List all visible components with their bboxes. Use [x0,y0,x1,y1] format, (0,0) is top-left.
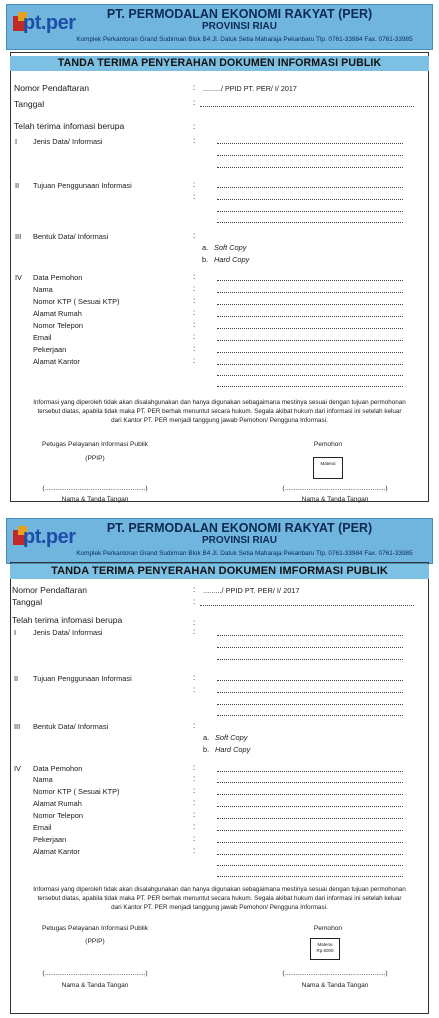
tanggal-field[interactable] [200,106,414,107]
section-number: II [14,674,19,683]
company-logo: pt.per [13,12,75,38]
colon: : [193,284,196,293]
section-number: IV [15,273,22,282]
pemohon-label: Pemohon [313,441,343,448]
jenis-label: Jenis Data/ Informasi [33,628,103,637]
telepon-field[interactable] [217,328,403,329]
letterhead [6,4,433,50]
colon: : [193,308,196,317]
tanggal-label: Tanggal [12,597,43,607]
colon: : [193,122,196,131]
tujuan-field-3[interactable] [217,704,403,705]
option-hard-copy[interactable]: Hard Copy [215,745,251,754]
kantor-label: Alamat Kantor [33,847,80,856]
alamat-field[interactable] [217,316,403,317]
kantor-label: Alamat Kantor [33,357,80,366]
nama-field[interactable] [217,292,403,293]
alamat-field[interactable] [217,806,403,807]
pemohon-label: Data Pemohon [33,273,83,282]
colon: : [193,834,196,843]
telepon-label: Nomor Telepon [33,811,83,820]
colon: : [193,786,196,795]
company-name: PT. PERMODALAN EKONOMI RAKYAT (PER) [106,7,373,21]
kantor-field-2[interactable] [217,865,403,866]
telah-label: Telah terima infomasi berupa [12,615,123,625]
colon: : [193,798,196,807]
section-number: I [14,628,17,637]
pekerjaan-field[interactable] [217,352,403,353]
signature-caption-petugas: Nama & Tanda Tangan [61,982,129,989]
form-title: TANDA TERIMA PENYERAHAN DOKUMEN INFORMASI PUBLIK [10,56,429,71]
option-soft-copy[interactable]: Soft Copy [215,733,248,742]
nama-label: Nama [33,285,53,294]
colon: : [193,136,196,145]
colon: : [193,344,196,353]
province-name: PROVINSI RIAU [201,21,277,32]
materai-stamp: Materai [313,457,343,479]
kantor-field-3[interactable] [217,876,403,877]
pemohon-label: Data Pemohon [33,764,83,773]
pekerjaan-label: Pekerjaan [33,345,67,354]
bentuk-label: Bentuk Data/ Informasi [33,232,109,241]
letterhead [6,518,433,564]
signature-caption-pemohon: Nama & Tanda Tangan [301,982,369,989]
email-label: Email [33,823,52,832]
form-receipt-2 [0,514,439,1018]
colon: : [193,763,196,772]
ppip-label: (PPIP) [85,938,105,945]
section-number: IV [14,764,21,773]
signature-line-pemohon[interactable]: (.......................................................) [282,970,388,977]
colon: : [193,272,196,281]
section-number: II [15,181,20,190]
colon: : [193,356,196,365]
province-name: PROVINSI RIAU [201,535,277,546]
telepon-field[interactable] [217,818,403,819]
tanggal-label: Tanggal [14,99,45,109]
disclaimer: Informasi yang diperoleh tidak akan disalahgunakan dan hanya digunakan sebagaimana mestinya sesuai dengan tujuan permohonan tersebut diatas, apabila tidak maka PT. PER berhak menuntut secara hukum. Segala akibat hukum dari informasi ini setelah keluar dari Kantor PT. PER menjadi tanggung jawab Pemohon/ Pengguna Informasi. [33,399,406,425]
form-receipt-1 [0,0,439,506]
nomor-label: Nomor Pendaftaran [12,585,87,595]
colon: : [193,83,196,92]
email-label: Email [33,333,52,342]
colon: : [193,180,196,189]
option-key: b. [203,745,210,754]
colon: : [193,685,196,694]
tujuan-field-3[interactable] [217,211,403,212]
tujuan-field-2[interactable] [217,692,403,693]
kantor-field-1[interactable] [217,854,403,855]
kantor-field-1[interactable] [217,364,403,365]
company-name: PT. PERMODALAN EKONOMI RAKYAT (PER) [106,521,373,535]
company-address: Komplek Perkantoran Grand Sudirman Blok B4 Jl. Datuk Setia Maharaja Pekanbaru Tlp. 0761-33984 Fax. 0761-33985 [76,36,413,43]
signature-caption-petugas: Nama & Tanda Tangan [61,496,129,503]
tujuan-label: Tujuan Penggunaan Informasi [33,181,132,190]
bentuk-label: Bentuk Data/ Informasi [33,722,109,731]
colon: : [193,231,196,240]
jenis-field-3[interactable] [217,167,403,168]
option-hard-copy[interactable]: Hard Copy [214,255,250,264]
nomor-value: ........./ PPID PT. PER/ I/ 2017 [203,84,297,93]
pemohon-field[interactable] [217,771,403,772]
colon: : [193,846,196,855]
pemohon-field[interactable] [217,280,403,281]
signature-line-petugas[interactable]: (.......................................................) [42,970,148,977]
petugas-label: Petugas Pelayanan Informasi Publik [42,925,148,932]
colon: : [193,822,196,831]
nama-label: Nama [33,775,53,784]
ktp-field[interactable] [217,304,403,305]
kantor-field-2[interactable] [217,375,403,376]
pekerjaan-field[interactable] [217,842,403,843]
email-field[interactable] [217,340,403,341]
nomor-value: ........./ PPID PT. PER/ I/ 2017 [203,586,300,595]
option-key: b. [202,255,209,264]
ppip-label: (PPIP) [85,455,105,462]
ktp-label: Nomor KTP ( Sesuai KTP) [33,297,120,306]
pekerjaan-label: Pekerjaan [33,835,67,844]
jenis-label: Jenis Data/ Informasi [33,137,103,146]
colon: : [193,618,196,627]
email-field[interactable] [217,830,403,831]
jenis-field-2[interactable] [217,155,403,156]
tujuan-field-2[interactable] [217,199,403,200]
alamat-label: Alamat Rumah [33,799,82,808]
ktp-label: Nomor KTP ( Sesuai KTP) [33,787,120,796]
signature-line-petugas[interactable]: (.......................................................) [42,485,148,492]
option-key: a. [203,733,210,742]
materai-stamp: Materai Rp.6000 [310,938,340,960]
ktp-field[interactable] [217,794,403,795]
disclaimer: Informasi yang diperoleh tidak akan disalahgunakan dan hanya digunakan sebagaimana mestinya sesuai dengan tujuan permohonan tersebut diatas, apabila tidak maka PT. PER berhak menuntut secara hukum. Segala akibat hukum dari informasi ini setelah keluar dari Kantor PT. PER menjadi tanggung jawab Pemohon/ Pengguna Informasi. [33,886,406,912]
tanggal-field[interactable] [200,605,414,606]
option-soft-copy[interactable]: Soft Copy [214,243,247,252]
nomor-label: Nomor Pendaftaran [14,83,89,93]
company-address: Komplek Perkantoran Grand Sudirman Blok B4 Jl. Datuk Setia Maharaja Pekanbaru Tlp. 0761-33984 Fax. 0761-33985 [76,550,413,557]
jenis-field-3[interactable] [217,659,403,660]
colon: : [193,673,196,682]
colon: : [193,332,196,341]
colon: : [193,320,196,329]
colon: : [193,627,196,636]
telepon-label: Nomor Telepon [33,321,83,330]
tujuan-field-1[interactable] [217,187,403,188]
colon: : [193,192,196,201]
signature-caption-pemohon: Nama & Tanda Tangan [301,496,369,503]
nama-field[interactable] [217,782,403,783]
tujuan-field-1[interactable] [217,680,403,681]
section-number: III [14,722,21,731]
jenis-field-1[interactable] [217,635,403,636]
colon: : [193,810,196,819]
section-number: III [15,232,22,241]
alamat-label: Alamat Rumah [33,309,82,318]
colon: : [193,585,196,594]
option-key: a. [202,243,209,252]
form-title: TANDA TERIMA PENYERAHAN DOKUMEN IMFORMASI PUBLIK [10,564,429,579]
colon: : [193,774,196,783]
tujuan-field-4[interactable] [217,715,403,716]
colon: : [193,296,196,305]
colon: : [193,98,196,107]
signature-line-pemohon[interactable]: (.......................................................) [282,485,388,492]
petugas-label: Petugas Pelayanan Informasi Publik [42,441,148,448]
kantor-field-3[interactable] [217,386,403,387]
tujuan-field-4[interactable] [217,222,403,223]
jenis-field-2[interactable] [217,647,403,648]
section-number: I [15,137,18,146]
colon: : [193,721,196,730]
pemohon-label: Pemohon [313,925,343,932]
jenis-field-1[interactable] [217,143,403,144]
tujuan-label: Tujuan Penggunaan Informasi [33,674,132,683]
telah-label: Telah terima infomasi berupa [14,121,125,131]
company-logo: pt.per [13,526,75,552]
colon: : [193,597,196,606]
